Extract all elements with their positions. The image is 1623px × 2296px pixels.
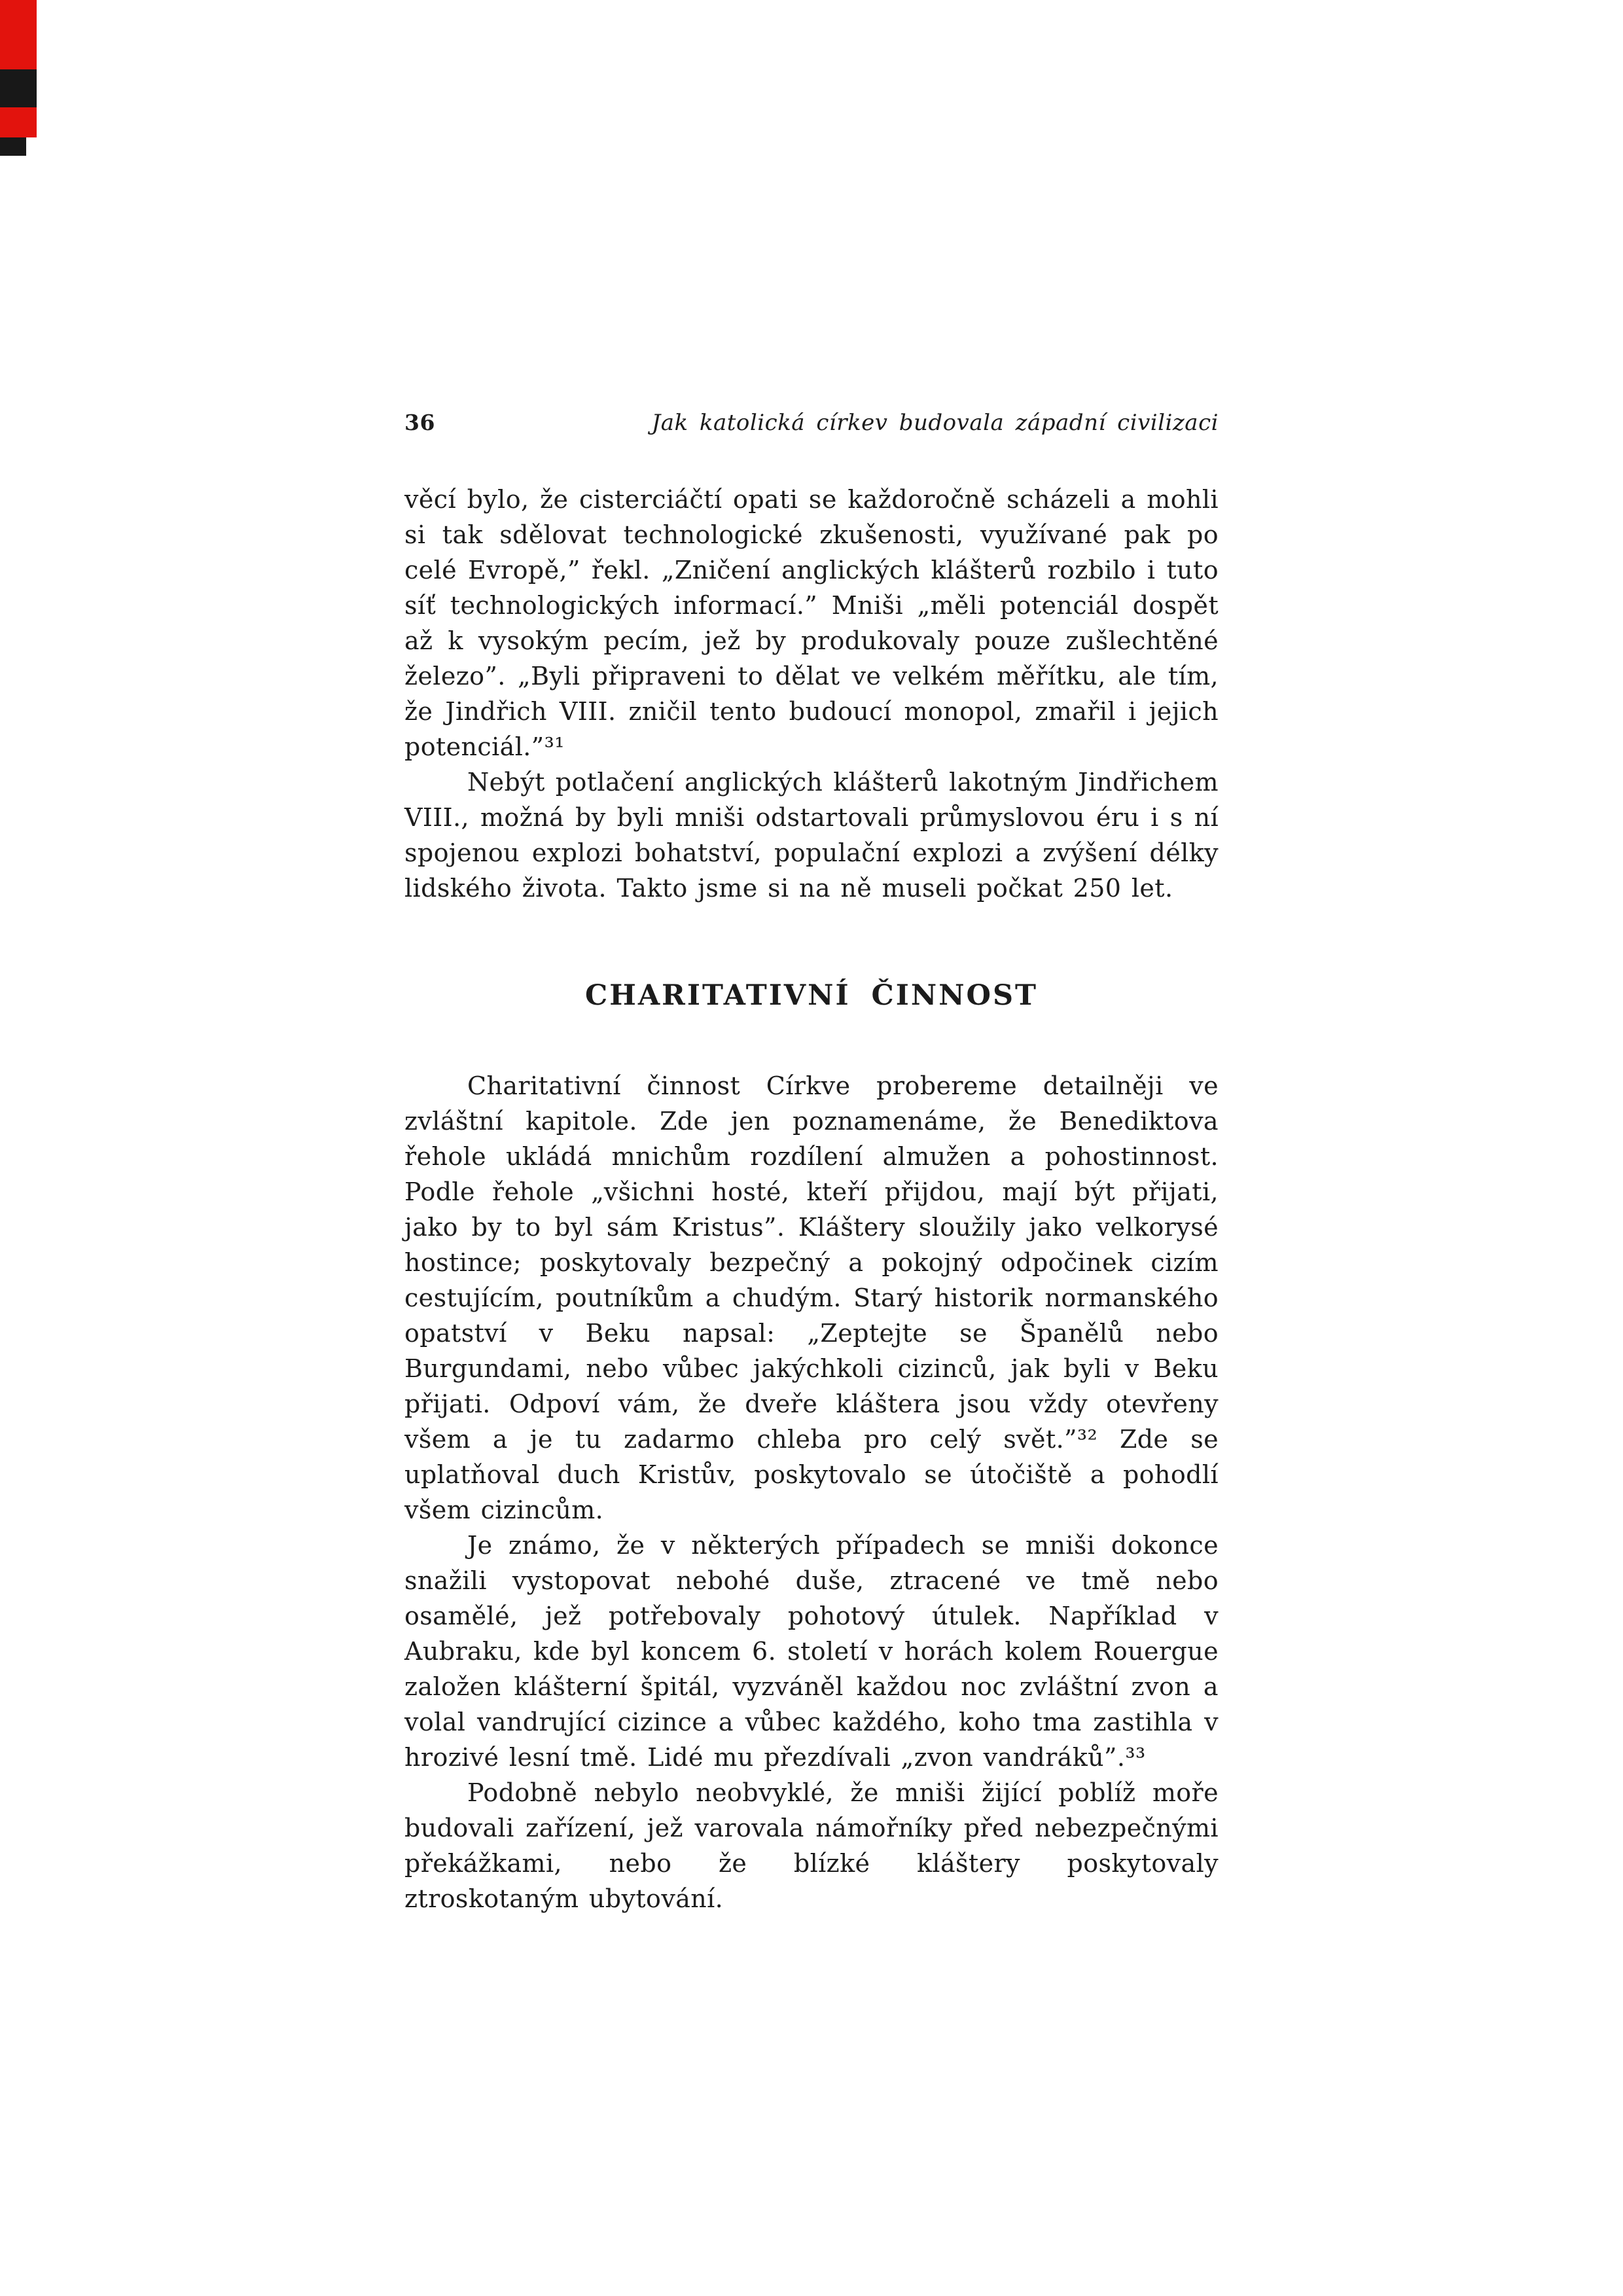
scan-artifact-red-top bbox=[0, 0, 37, 69]
paragraph-1: věcí bylo, že cisterciáčtí opati se každoročně scházeli a mohli si tak sdělovat technologické zkušenosti, využívané pak po celé Evropě,” řekl. „Zničení anglických klášterů rozbilo i tuto síť technologických informací.” Mniši „měli potenciál dospět až k vysokým pecím, jež by produkovaly pouze zušlechtěné železo”. „Byli připraveni to dělat ve velkém měřítku, ale tím, že Jindřich VIII. zničil tento budoucí monopol, zmařil i jejich potenciál.”³¹ bbox=[404, 485, 1219, 761]
running-title: Jak katolická církev budovala západní civilizaci bbox=[651, 410, 1219, 436]
text-block bbox=[404, 410, 1219, 1916]
scan-artifact-black-2 bbox=[0, 137, 26, 156]
scan-artifact-black-1 bbox=[0, 69, 37, 107]
paragraph-5: Podobně nebylo neobvyklé, že mniši žijící poblíž moře budovali zařízení, jež varovala námořníky před nebezpečnými překážkami, nebo že blízké kláštery poskytovaly ztroskotaným ubytování. bbox=[404, 1778, 1219, 1913]
section-heading: CHARITATIVNÍ ČINNOST bbox=[584, 979, 1039, 1012]
paragraph-4: Je známo, že v některých případech se mniši dokonce snažili vystopovat nebohé duše, ztracené ve tmě nebo osamělé, jež potřebovaly pohotový útulek. Například v Aubraku, kde byl koncem 6. století v horách kolem Rouergue založen klášterní špitál, vyzváněl každou noc zvláštní zvon a volal vandrující cizince a vůbec každého, koho tma zastihla v hrozivé lesní tmě. Lidé mu přezdívali „zvon vandráků”.³³ bbox=[404, 1531, 1219, 1772]
running-header bbox=[404, 410, 1219, 436]
scan-artifact-strip bbox=[0, 0, 37, 156]
paragraph-3: Charitativní činnost Církve probereme detailněji ve zvláštní kapitole. Zde jen poznamenáme, že Benediktova řehole ukládá mnichům rozdílení almužen a pohostinnost. Podle řehole „všichni hosté, kteří přijdou, mají být přijati, jako by to byl sám Kristus”. Kláštery sloužily jako velkorysé hostince; poskytovaly bezpečný a pokojný odpočinek cizím cestujícím, poutníkům a chudým. Starý historik normanského opatství v Beku napsal: „Zeptejte se Španělů nebo Burgundami, nebo vůbec jakýchkoli cizinců, jak byli v Beku přijati. Odpoví vám, že dveře kláštera jsou vždy otevřeny všem a je tu zadarmo chleba pro celý svět.”³² Zde se uplatňoval duch Kristův, poskytovalo se útočiště a pohodlí všem cizincům. bbox=[404, 1071, 1219, 1524]
scan-artifact-red-2 bbox=[0, 107, 37, 137]
paragraph-2: Nebýt potlačení anglických klášterů lakotným Jindřichem VIII., možná by byli mniši odstartovali průmyslovou éru i s ní spojenou explozi bohatství, populační explozi a zvýšení délky lidského života. Takto jsme si na ně museli počkat 250 let. bbox=[404, 768, 1219, 903]
page-number: 36 bbox=[404, 410, 435, 435]
